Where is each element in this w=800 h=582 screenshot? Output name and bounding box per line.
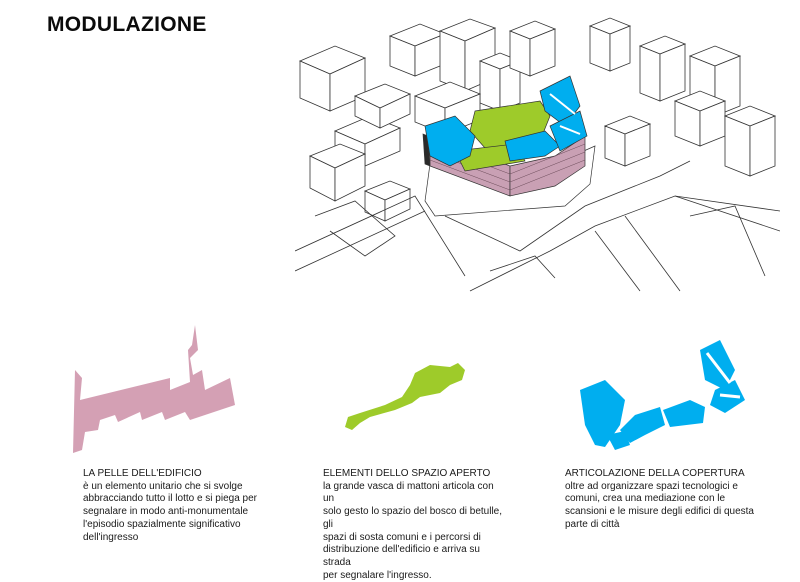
caption-line: solo gesto lo spazio del bosco di betulle, gli <box>323 506 503 530</box>
caption-heading: ELEMENTI DELLO SPAZIO APERTO <box>323 468 491 479</box>
caption-building-skin <box>83 468 283 544</box>
open-space-shape <box>340 355 480 440</box>
caption-line: l'episodio spazialmente significativo <box>83 518 241 530</box>
caption-line: la grande vasca di mattoni articola con un <box>323 480 494 505</box>
caption-line: spazi di sosta comuni e i percorsi di <box>323 531 481 543</box>
axonometric-site-view <box>295 16 780 296</box>
caption-line: oltre ad organizzare spazi tecnologici e <box>565 480 738 492</box>
page-title: MODULAZIONE <box>47 13 207 36</box>
caption-heading: LA PELLE DELL'EDIFICIO <box>83 468 202 479</box>
caption-line: scansioni e le misure degli edifici di questa <box>565 506 754 518</box>
caption-line: dell'ingresso <box>83 531 139 543</box>
caption-line: comuni, crea una mediazione con le <box>565 493 726 505</box>
caption-line: segnalare in modo anti-monumentale <box>83 506 249 518</box>
caption-roof <box>565 468 775 532</box>
caption-line: distribuzione dell'edificio e arriva su strada <box>323 544 480 568</box>
caption-line: parte di città <box>565 518 620 530</box>
caption-line: abbracciando tutto il lotto e si piega per <box>83 493 257 505</box>
caption-open-space <box>323 468 503 582</box>
caption-heading: ARTICOLAZIONE DELLA COPERTURA <box>565 468 745 479</box>
building-skin-shape <box>70 320 250 455</box>
caption-line: è un elemento unitario che si svolge <box>83 480 243 492</box>
caption-line: per segnalare l'ingresso. <box>323 569 432 581</box>
roof-shape <box>575 335 750 455</box>
